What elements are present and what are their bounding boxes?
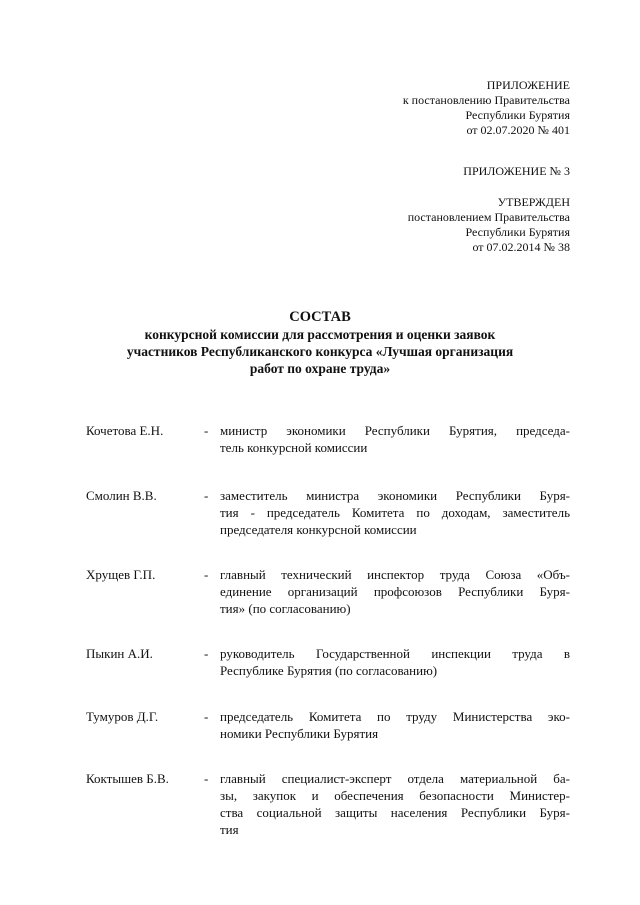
member-description-line: министр экономики Республики Бурятия, председа- [220, 423, 570, 438]
appendix-line: к постановлению Правительства [402, 93, 570, 107]
member-description [220, 770, 570, 838]
member-description [220, 645, 570, 679]
member-description [220, 422, 570, 456]
heading-title: СОСТАВ [289, 309, 351, 325]
member-description-line: единение организаций профсоюзов Республики Буря- [220, 584, 570, 599]
member-description-line: заместитель министра экономики Республики Буря- [220, 488, 570, 503]
member-name: Пыкин А.И. [86, 646, 153, 661]
member-description-line: тия - председатель Комитета по доходам, заместитель [220, 505, 570, 520]
approved-date-number: от 07.02.2014 № 38 [472, 240, 570, 254]
appendix3-header [463, 164, 570, 179]
approved-title: УТВЕРЖДЕН [497, 195, 570, 209]
appendix-header [403, 78, 570, 138]
member-name: Коктышев Б.В. [86, 771, 169, 786]
member-description-line: зы, закупок и обеспечения безопасности Министер- [220, 788, 570, 803]
member-description-line: Республике Бурятия (по согласованию) [220, 663, 438, 678]
member-name: Кочетова Е.Н. [86, 423, 164, 438]
appendix-line: Республики Бурятия [465, 108, 570, 122]
member-description-line: председатель Комитета по труду Министерства эко- [220, 709, 570, 724]
member-description [220, 487, 570, 538]
member-description-line: председателя конкурсной комиссии [220, 522, 417, 537]
member-dash: - [204, 567, 209, 582]
heading-line: участников Республиканского конкурса «Лучшая организация [126, 344, 514, 359]
member-description-line: тия» (по согласованию) [220, 601, 351, 616]
member-description-line: главный технический инспектор труда Союза «Объ- [220, 567, 570, 582]
document-heading [90, 308, 550, 377]
appendix-date-number: от 02.07.2020 № 401 [466, 123, 570, 137]
member-description-line: ства социальной защиты населения Республики Буря- [220, 805, 570, 820]
approved-line: постановлением Правительства [407, 210, 570, 224]
heading-line: работ по охране труда» [249, 361, 391, 376]
member-description-line: номики Республики Бурятия [220, 726, 379, 741]
member-description [220, 708, 570, 742]
member-name: Смолин В.В. [86, 488, 157, 503]
member-name: Хрущев Г.П. [86, 567, 156, 582]
member-dash: - [204, 709, 209, 724]
member-dash: - [204, 646, 209, 661]
appendix3-title: ПРИЛОЖЕНИЕ № 3 [463, 164, 570, 178]
member-description-line: главный специалист-эксперт отдела материальной ба- [220, 771, 570, 786]
approved-header [408, 195, 570, 255]
member-dash: - [204, 488, 209, 503]
heading-line: конкурсной комиссии для рассмотрения и оценки заявок [144, 327, 496, 342]
member-description-line: руководитель Государственной инспекции труда в [220, 646, 570, 661]
member-description-line: тия [220, 822, 239, 837]
appendix-title: ПРИЛОЖЕНИЕ [486, 78, 570, 92]
member-description [220, 566, 570, 617]
member-dash: - [204, 423, 209, 438]
approved-line: Республики Бурятия [465, 225, 570, 239]
member-dash: - [204, 771, 209, 786]
member-name: Тумуров Д.Г. [86, 709, 159, 724]
member-description-line: тель конкурсной комиссии [220, 440, 368, 455]
